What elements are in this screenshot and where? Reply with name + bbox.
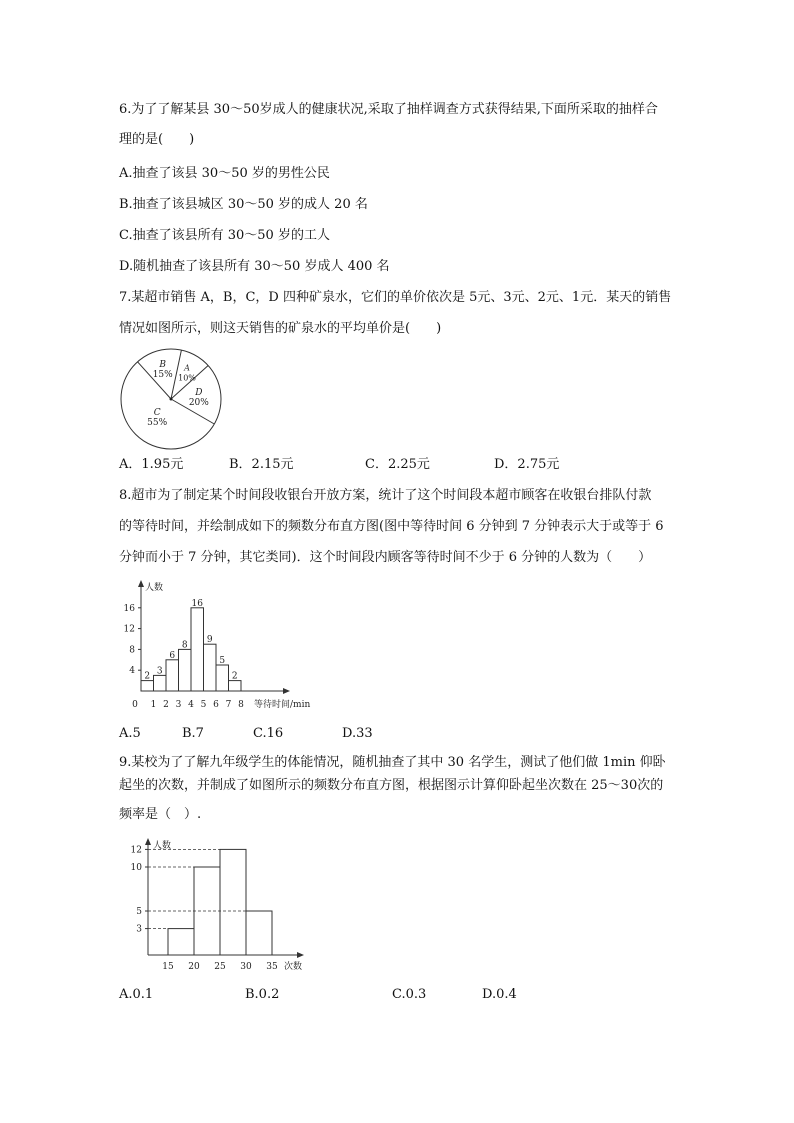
x-axis-label: 次数	[284, 962, 303, 972]
histogram-bar	[216, 665, 229, 691]
histogram-bar	[229, 681, 242, 691]
q8-option-b: B.7	[182, 726, 204, 741]
bar-value-label: 6	[169, 650, 176, 661]
histogram-bar	[204, 644, 217, 691]
histogram-bar	[168, 929, 194, 955]
bar-value-label: 5	[219, 656, 226, 666]
q6-option-b: B.抽查了该县城区 30～50 岁的成人 20 名	[119, 197, 368, 212]
pie-slice-value-b: 15%	[152, 370, 173, 381]
x-tick-label: 8	[238, 700, 244, 710]
q8-stem-line3: 分钟而小于 7 分钟，其它类同)．这个时间段内顾客等待时间不少于 6 分钟的人数为（ ）	[119, 550, 652, 565]
x-tick-label: 0	[132, 700, 138, 710]
q9-option-a: A.0.1	[119, 987, 154, 1002]
q6-stem-line1: 6.为了了解某县 30～50岁成人的健康状况,采取了抽样调查方式获得结果,下面所采取的抽样合	[119, 102, 658, 117]
histogram-bar	[246, 911, 272, 955]
q9-option-b: B.0.2	[245, 987, 280, 1002]
q7-stem-line1: 7.某超市销售 A，B，C，D 四种矿泉水，它们的单价依次是 5元、3元、2元、1元．某天的销售	[119, 290, 672, 305]
pie-slice-value-c: 55%	[147, 418, 168, 429]
histogram-bar	[166, 660, 179, 691]
q9-stem-line1: 9.某校为了了解九年级学生的体能情况，随机抽查了其中 30 名学生，测试了他们做 1min 仰卧	[119, 755, 666, 770]
y-tick-label: 5	[136, 907, 142, 917]
q6-option-a: A.抽查了该县 30～50 岁的男性公民	[119, 166, 330, 181]
q8-option-a: A.5	[119, 726, 141, 741]
y-tick-label: 8	[129, 645, 135, 656]
q6-option-c: C.抽查了该县所有 30～50 岁的工人	[119, 228, 330, 243]
pie-slice-label-b: B	[159, 360, 167, 371]
y-tick-label: 16	[123, 603, 135, 614]
pie-center-dot	[170, 398, 173, 401]
q7-option-a: A．1.95元	[119, 457, 184, 472]
bar-value-label: 2	[144, 671, 151, 682]
x-axis-label: 等待时间/min	[254, 700, 311, 710]
bar-value-label: 16	[191, 598, 203, 609]
q7-option-d: D．2.75元	[494, 457, 560, 472]
x-tick-label: 3	[175, 700, 182, 710]
y-tick-label: 12	[123, 624, 135, 635]
pie-slice-label-c: C	[153, 408, 161, 419]
y-tick-label: 12	[130, 845, 142, 856]
q6-option-d: D.随机抽查了该县所有 30～50 岁成人 400 名	[119, 259, 390, 274]
situp-histogram	[118, 836, 318, 974]
pie-slice-value-a: 10%	[178, 373, 196, 383]
bar-value-label: 3	[156, 666, 163, 677]
y-axis-label: 人数	[145, 583, 164, 593]
pie-slice-value-d: 20%	[188, 398, 209, 409]
q8-option-c: C.16	[253, 726, 284, 741]
histogram-bar	[179, 649, 192, 691]
x-tick-label: 35	[266, 962, 278, 972]
pie-slice-label-d: D	[195, 388, 203, 399]
x-tick-label: 7	[225, 700, 232, 710]
y-axis-label: 人数	[153, 841, 172, 851]
histogram-bar	[154, 675, 167, 691]
pie-slice-label-a: A	[184, 363, 190, 373]
bar-value-label: 9	[206, 635, 213, 646]
y-axis-arrow	[138, 580, 144, 587]
x-tick-label: 25	[214, 962, 226, 972]
q9-option-d: D.0.4	[482, 987, 517, 1002]
y-tick-label: 10	[130, 863, 142, 873]
q9-option-c: C.0.3	[392, 987, 427, 1002]
wait-time-histogram	[118, 576, 328, 711]
y-tick-label: 3	[136, 924, 142, 935]
x-tick-label: 6	[213, 700, 219, 710]
x-tick-label: 5	[200, 700, 207, 710]
q7-option-b: B．2.15元	[229, 457, 294, 472]
histogram-bar	[141, 681, 154, 691]
x-tick-label: 1	[150, 700, 157, 710]
x-tick-label: 30	[240, 962, 252, 972]
q8-stem-line1: 8.超市为了制定某个时间段收银台开放方案，统计了这个时间段本超市顾客在收银台排队付款	[119, 488, 652, 503]
q9-stem-line2: 起坐的次数，并制成了如图所示的频数分布直方图，根据图示计算仰卧起坐次数在 25～30次的	[119, 778, 664, 793]
x-tick-label: 2	[163, 700, 169, 710]
x-tick-label: 20	[188, 962, 200, 972]
y-tick-label: 4	[129, 666, 135, 677]
histogram-bar	[191, 608, 204, 691]
pie-chart	[118, 346, 224, 452]
x-tick-label: 15	[162, 962, 174, 972]
y-axis-arrow	[145, 838, 151, 845]
histogram-bar	[194, 867, 220, 955]
histogram-bar	[220, 849, 246, 955]
x-tick-label: 4	[188, 700, 194, 710]
bar-value-label: 8	[181, 640, 188, 651]
q9-stem-line3: 频率是（ ）.	[119, 807, 202, 822]
x-axis-arrow	[297, 952, 304, 958]
q7-option-c: C．2.25元	[365, 457, 430, 472]
x-axis-arrow	[283, 688, 290, 694]
q7-stem-line2: 情况如图所示，则这天销售的矿泉水的平均单价是( )	[119, 321, 442, 336]
q6-stem-line2: 理的是( )	[119, 132, 195, 147]
q8-option-d: D.33	[342, 726, 373, 741]
q8-stem-line2: 的等待时间，并绘制成如下的频数分布直方图(图中等待时间 6 分钟到 7 分钟表示大于或等于 6	[119, 519, 664, 534]
bar-value-label: 2	[231, 671, 238, 682]
